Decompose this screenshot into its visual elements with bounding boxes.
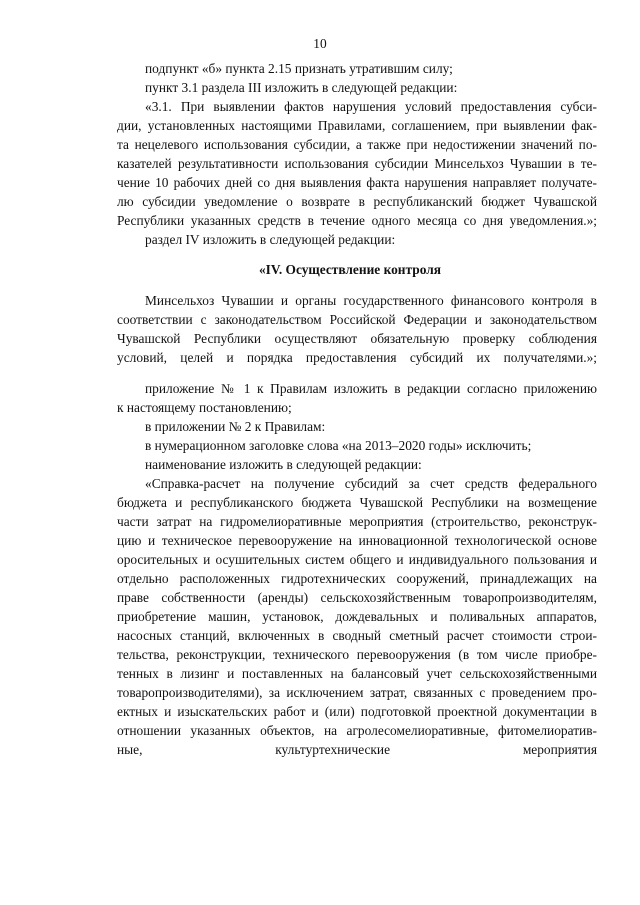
text-line: части затрат на гидромелиоративные мероприятия (строительство, реконструк- — [117, 514, 597, 529]
section-title: «IV. Осуществление контроля — [258, 262, 441, 277]
text-line: в нумерационном заголовке слова «на 2013–2020 годы» исключить; — [145, 438, 532, 453]
text-line: праве собственности (аренды) сельскохозяйственным товаропроизводителям, — [117, 590, 597, 605]
text-line: в приложении № 2 к Правилам: — [145, 419, 326, 434]
text-line: условий, целей и порядка предоставления субсидий их получателями.»; — [117, 350, 597, 365]
text-line: отношении указанных объектов, на агролесомелиоративные, фитомелиоратив- — [117, 723, 597, 738]
text-line: ектных и изыскательских работ и (или) подготовкой проектной документации в — [117, 704, 597, 719]
text-line: чение 10 рабочих дней со дня выявления факта нарушения направляет получате- — [117, 175, 597, 190]
text-line: наименование изложить в следующей редакции: — [145, 457, 422, 472]
text-line: тельства, реконструкции, технического перевооружения (в том числе приобре- — [117, 647, 597, 662]
text-line: «3.1. При выявлении фактов нарушения условий предоставления субси- — [145, 99, 597, 114]
text-line: ные, культуртехнические мероприятия — [117, 742, 597, 757]
text-line: дии, установленных настоящими Правилами, соглашением, при выявлении фак- — [117, 118, 597, 133]
text-line: отдельно расположенных гидротехнических сооружений, принадлежащих на — [117, 571, 597, 586]
text-line: лю субсидии уведомление о возврате в республиканский бюджет Чувашской — [117, 194, 597, 209]
text-line: Чувашской Республики осуществляют обязательную проверку соблюдения — [117, 331, 597, 346]
text-line: приложение № 1 к Правилам изложить в редакции согласно приложению — [145, 381, 597, 396]
page-number: 10 — [313, 36, 327, 51]
text-line: Республики указанных средств в течение одного месяца со дня уведомления.»; — [117, 213, 597, 228]
text-line: казателей результативности использования субсидии Минсельхоз Чувашии в те- — [117, 156, 597, 171]
text-line: «Справка-расчет на получение субсидий за счет средств федерального — [145, 476, 597, 491]
text-line: оросительных и осушительных систем общего и индивидуального пользования и — [117, 552, 597, 567]
text-line: подпункт «б» пункта 2.15 признать утратившим силу; — [145, 61, 453, 76]
text-line: та нецелевого использования субсидии, а также при недостижении значений по- — [117, 137, 597, 152]
text-line: Минсельхоз Чувашии и органы государственного финансового контроля в — [145, 293, 597, 308]
text-line: товаропроизводителями), за исключением затрат, связанных с проведением про- — [117, 685, 597, 700]
text-line: приобретение машин, установок, дождевальных и поливальных аппаратов, — [117, 609, 597, 624]
text-line: раздел IV изложить в следующей редакции: — [145, 232, 396, 247]
text-line: тенных в лизинг и поставленных на балансовый учет сельскохозяйственными — [117, 666, 597, 681]
text-line: к настоящему постановлению; — [117, 400, 292, 415]
text-line: соответствии с законодательством Российской Федерации и законодательством — [117, 312, 597, 327]
text-line: цию и техническое перевооружение на инновационной технологической основе — [117, 533, 597, 548]
text-line: насосных станций, включенных в сводный сметный расчет стоимости строи- — [117, 628, 597, 643]
text-line: пункт 3.1 раздела III изложить в следующей редакции: — [145, 80, 458, 95]
text-line: бюджета и республиканского бюджета Чувашской Республики на возмещение — [117, 495, 597, 510]
